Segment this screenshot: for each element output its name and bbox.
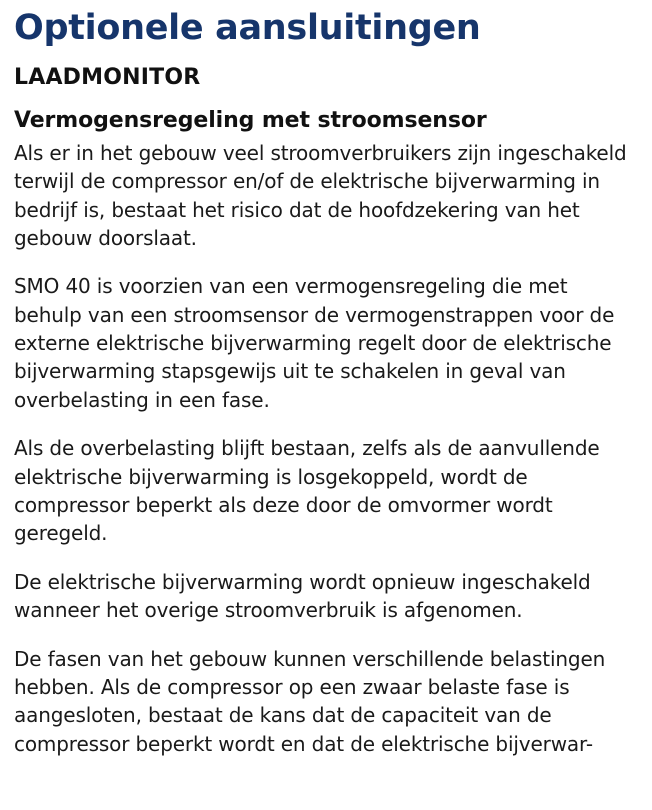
section-heading-laadmonitor: LAADMONITOR: [14, 64, 201, 90]
page-title: Optionele aansluitingen: [14, 8, 481, 48]
body-paragraph: De fasen van het gebouw kunnen verschillende belastingen hebben. Als de compressor op een zwaar belaste fase is aangesloten, bestaat de kans dat de capaciteit van de compressor beperkt wordt en dat de elektrische bijverwar-: [14, 646, 606, 756]
body-paragraph: Als de overbelasting blijft bestaan, zelfs als de aanvullende elektrische bijverwarming is losgekoppeld, wordt de compressor beperkt als deze door de omvormer wordt geregeld.: [14, 436, 600, 546]
subsection-heading-vermogensregeling: Vermogensregeling met stroomsensor: [14, 107, 487, 133]
document-page: [0, 10, 652, 810]
body-paragraph: De elektrische bijverwarming wordt opnieuw ingeschakeld wanneer het overige stroomverbruik is afgenomen.: [14, 569, 591, 623]
body-paragraph: Als er in het gebouw veel stroomverbruikers zijn ingeschakeld terwijl de compressor en/of de elektrische bijverwarming in bedrijf is, bestaat het risico dat de hoofdzekering van het gebouw doorslaat.: [14, 140, 627, 250]
body-paragraph: SMO 40 is voorzien van een vermogensregeling die met behulp van een stroomsensor de vermogenstrappen voor de externe elektrische bijverwarming regelt door de elektrische bijverwarming stapsgewijs uit te schakelen in geval van overbelasting in een fase.: [14, 274, 615, 412]
page-bottom-clip: [0, 804, 652, 810]
